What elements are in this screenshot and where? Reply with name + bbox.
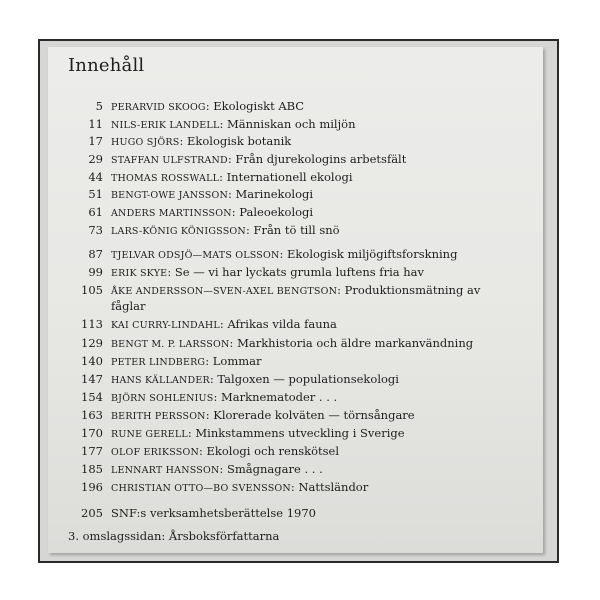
- toc-author: KAI CURRY-LINDAHL: [111, 320, 220, 331]
- toc-author: ANDERS MARTINSSON: [111, 208, 232, 219]
- toc-author: CHRISTIAN OTTO—BO SVENSSON: [111, 483, 291, 494]
- toc-separator: :: [205, 354, 213, 368]
- toc-entry: [48, 408, 415, 424]
- toc-entry: [48, 390, 337, 406]
- toc-page-number: 154: [81, 390, 103, 404]
- toc-page-number: 196: [81, 480, 103, 494]
- toc-entry: [48, 480, 368, 496]
- toc-entry: [48, 462, 323, 478]
- toc-separator: :: [245, 223, 254, 237]
- toc-separator: :: [213, 390, 221, 404]
- toc-author: BERITH PERSSON: [111, 411, 206, 422]
- toc-separator: :: [231, 205, 240, 219]
- toc-separator: :: [219, 117, 227, 131]
- page-title: Innehåll: [68, 55, 145, 76]
- toc-entry: [48, 99, 304, 115]
- toc-page-number: 147: [81, 372, 103, 386]
- toc-entry: [48, 247, 457, 263]
- toc-author: BENGT M. P. LARSSON: [111, 339, 230, 350]
- toc-title: Marknematoder . . .: [221, 390, 338, 404]
- toc-title: Produktionsmätning av: [344, 283, 481, 297]
- toc-page-number: 44: [88, 170, 103, 184]
- toc-author: TJELVAR ODSJÖ—MATS OLSSON: [111, 250, 280, 261]
- toc-entry: [48, 283, 480, 299]
- toc-entry: [48, 117, 355, 133]
- toc-author: RUNE GERELL: [111, 429, 188, 440]
- toc-author: OLOF ERIKSSON: [111, 447, 199, 458]
- toc-title: Människan och miljön: [226, 117, 356, 131]
- toc-entry: [48, 354, 262, 370]
- toc-separator: :: [337, 283, 345, 297]
- toc-title: Afrikas vilda fauna: [227, 317, 337, 331]
- toc-separator: :: [167, 265, 175, 279]
- toc-title: Smågnagare . . .: [227, 462, 323, 476]
- toc-author: ÅKE ANDERSSON—SVEN-AXEL BENGTSON: [111, 286, 338, 297]
- toc-separator: :: [219, 462, 228, 476]
- toc-title: Paleoekologi: [239, 205, 314, 219]
- toc-entry: [48, 205, 313, 221]
- toc-entry: [48, 317, 337, 333]
- toc-author: BJÖRN SOHLENIUS: [111, 393, 214, 404]
- toc-page-number: 105: [81, 283, 103, 297]
- toc-title: Nattsländor: [298, 480, 369, 494]
- toc-separator: :: [205, 99, 214, 113]
- toc-page-number: 163: [81, 408, 103, 422]
- toc-page-number: 87: [88, 247, 103, 261]
- contents-page: [48, 47, 543, 553]
- toc-separator: :: [290, 480, 299, 494]
- toc-author: ERIK SKYE: [111, 268, 168, 279]
- toc-separator: :: [198, 444, 207, 458]
- toc-page-number: 17: [88, 134, 103, 148]
- toc-separator: :: [209, 372, 218, 386]
- toc-author: BENGT-OWE JANSSON: [111, 190, 228, 201]
- toc-author: HUGO SJÖRS: [111, 137, 180, 148]
- toc-title: Ekologi och renskötsel: [206, 444, 340, 458]
- toc-page-number: 205: [81, 506, 103, 520]
- toc-title: SNF:s verksamhetsberättelse 1970: [111, 506, 316, 520]
- toc-page-number: 113: [81, 317, 103, 331]
- toc-entry: [48, 336, 473, 352]
- toc-author: LARS-KÖNIG KÖNIGSSON: [111, 226, 246, 237]
- toc-entry: [48, 187, 313, 203]
- toc-page-number: 51: [88, 187, 103, 201]
- toc-author: PETER LINDBERG: [111, 357, 206, 368]
- toc-author: HANS KÄLLANDER: [111, 375, 210, 386]
- toc-page-number: 73: [88, 223, 103, 237]
- toc-title: Markhistoria och äldre markanvändning: [237, 336, 474, 350]
- cover-note: 3. omslagssidan: Årsboksförfattarna: [68, 529, 280, 543]
- toc-title: Talgoxen — populationsekologi: [217, 372, 399, 386]
- toc-entry: [48, 134, 291, 150]
- toc-entry: [48, 152, 406, 168]
- toc-title: Lommar: [212, 354, 262, 368]
- toc-title-continuation: fåglar: [111, 299, 146, 313]
- toc-separator: :: [227, 152, 236, 166]
- toc-separator: :: [205, 408, 214, 422]
- toc-separator: :: [179, 134, 187, 148]
- toc-title: Ekologisk botanik: [187, 134, 292, 148]
- toc-separator: :: [227, 187, 236, 201]
- toc-page-number: 61: [88, 205, 103, 219]
- toc-page-number: 11: [88, 117, 103, 131]
- toc-page-number: 129: [81, 336, 103, 350]
- toc-separator: :: [229, 336, 238, 350]
- toc-author: THOMAS ROSSWALL: [111, 173, 220, 184]
- toc-title: Ekologiskt ABC: [213, 99, 305, 113]
- toc-author: PERARVID SKOOG: [111, 102, 206, 113]
- toc-author: NILS-ERIK LANDELL: [111, 120, 220, 131]
- toc-page-number: 177: [81, 444, 103, 458]
- toc-author: STAFFAN ULFSTRAND: [111, 155, 228, 166]
- toc-page-number: 99: [88, 265, 103, 279]
- toc-title: Ekologisk miljögiftsforskning: [287, 247, 458, 261]
- toc-title: Marinekologi: [235, 187, 314, 201]
- toc-author: LENNART HANSSON: [111, 465, 220, 476]
- toc-page-number: 140: [81, 354, 103, 368]
- toc-page-number: 5: [95, 99, 103, 113]
- toc-title: Från djurekologins arbetsfält: [235, 152, 407, 166]
- toc-separator: :: [279, 247, 288, 261]
- toc-entry: [48, 170, 353, 186]
- toc-entry: [48, 265, 424, 281]
- toc-separator: :: [219, 170, 227, 184]
- toc-title: Klorerade kolväten — törnsångare: [213, 408, 415, 422]
- toc-entry: [48, 372, 399, 388]
- photo-frame: [38, 39, 559, 563]
- toc-entry: [48, 223, 340, 239]
- toc-page-number: 29: [88, 152, 103, 166]
- toc-entry: [48, 444, 339, 460]
- toc-title: Minkstammens utveckling i Sverige: [195, 426, 405, 440]
- toc-title: Från tö till snö: [253, 223, 340, 237]
- toc-entry-extra: [48, 506, 316, 520]
- toc-separator: :: [219, 317, 228, 331]
- toc-title: Internationell ekologi: [226, 170, 353, 184]
- toc-separator: :: [187, 426, 196, 440]
- toc-title: Se — vi har lyckats grumla luftens fria hav: [174, 265, 425, 279]
- toc-entry: [48, 426, 405, 442]
- toc-page-number: 170: [81, 426, 103, 440]
- toc-page-number: 185: [81, 462, 103, 476]
